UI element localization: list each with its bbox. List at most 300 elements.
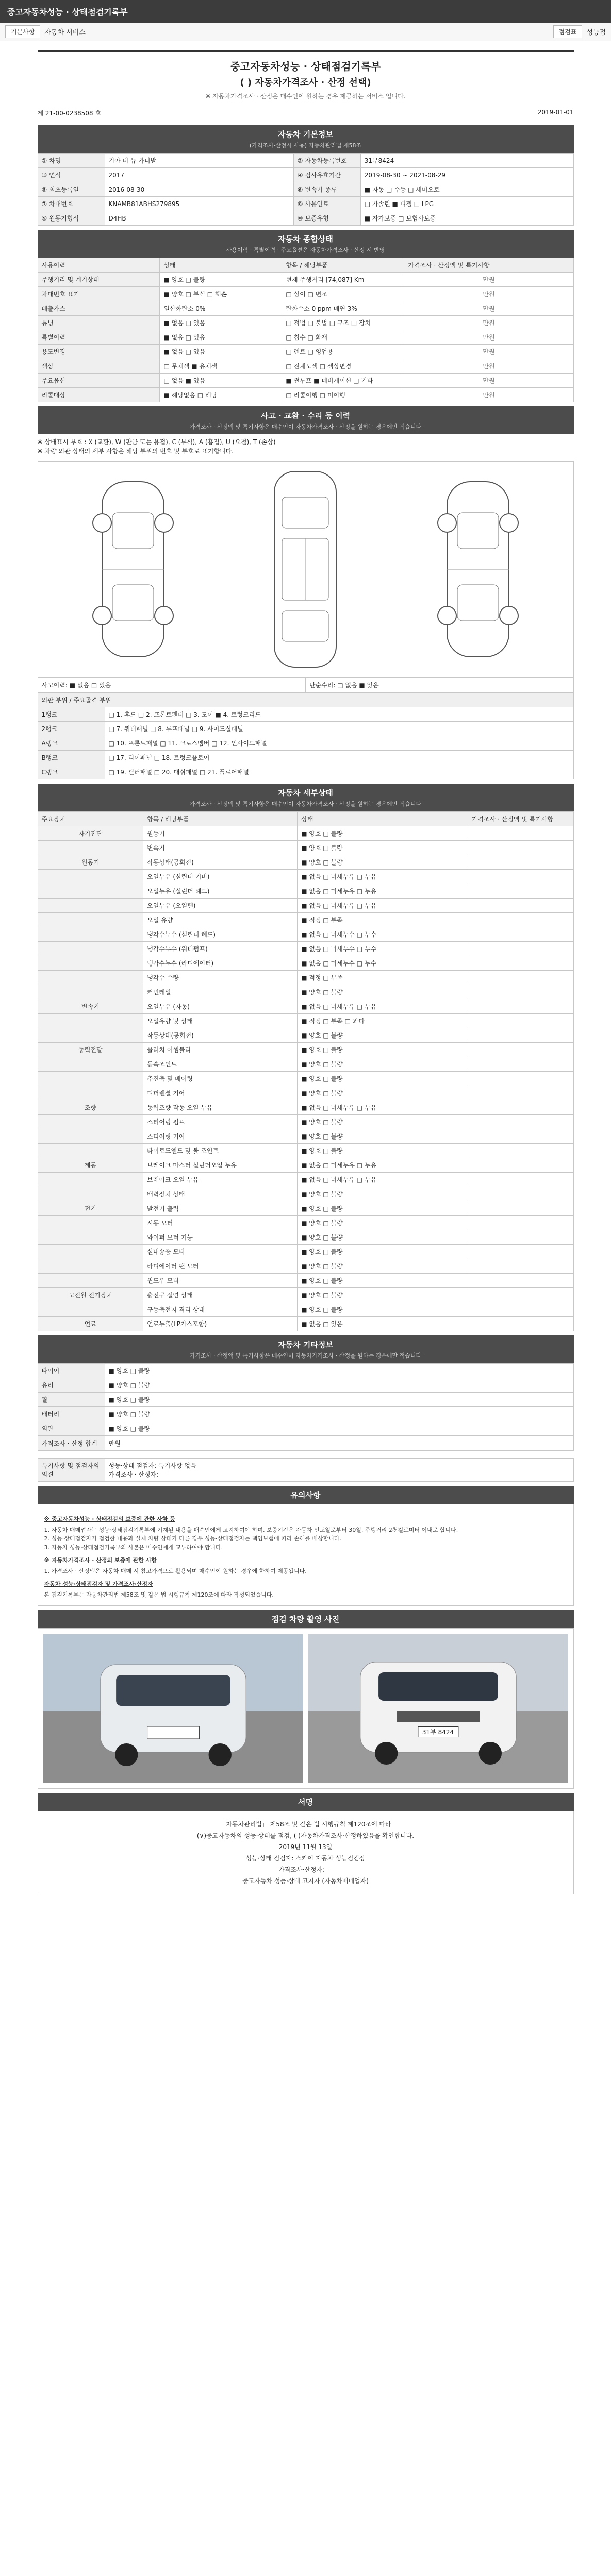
- price-sum-value: 만원: [105, 1436, 573, 1451]
- device-item: 타이로드엔드 및 볼 조인트: [143, 1144, 298, 1158]
- device-price: [468, 855, 573, 870]
- field-label: ⑥ 변속기 종류: [293, 182, 360, 197]
- table-row: [38, 154, 573, 168]
- table-row: [38, 1187, 573, 1201]
- table-row: [38, 1072, 573, 1086]
- device-item: 변속기: [143, 841, 298, 855]
- table-row: [38, 1364, 573, 1378]
- field-value: 2016-08-30: [105, 182, 293, 197]
- device-price: [468, 1274, 573, 1288]
- table-row: [38, 870, 573, 884]
- device-category: [38, 956, 143, 971]
- section-subtitle: 가격조사 · 산정액 및 특기사항은 매수인이 자동차가격조사 · 산정을 원하는 경우에만 적습니다: [189, 801, 422, 807]
- photo-row: [38, 1628, 574, 1789]
- device-state: ■ 적정 □ 부족: [298, 913, 468, 927]
- device-state: ■ 양호 □ 불량: [298, 1216, 468, 1230]
- device-price: [468, 1028, 573, 1043]
- device-item: 오일누유 (자동): [143, 999, 298, 1014]
- etc-state: ■ 양호 □ 불량: [105, 1407, 573, 1421]
- device-price: [468, 1129, 573, 1144]
- device-price: [468, 884, 573, 899]
- device-state: ■ 양호 □ 불량: [298, 1086, 468, 1100]
- device-category: 전기: [38, 1201, 143, 1216]
- device-category: [38, 971, 143, 985]
- device-price: [468, 927, 573, 942]
- device-category: [38, 913, 143, 927]
- section-accident-band: [38, 406, 574, 434]
- device-category: [38, 985, 143, 999]
- device-state: ■ 양호 □ 불량: [298, 1129, 468, 1144]
- row-price: 만원: [404, 301, 573, 316]
- table-row: [38, 1086, 573, 1100]
- device-price: [468, 1201, 573, 1216]
- section-subtitle: (가격조사·산정시 사용) 자동차관리법 제58조: [249, 142, 362, 149]
- device-item: 라디에이터 팬 모터: [143, 1259, 298, 1274]
- device-item: 냉각수누수 (라디에이터): [143, 956, 298, 971]
- row-detail: 현재 주행거리 [74,087] Km: [282, 273, 404, 287]
- device-state: ■ 없음 □ 미세누유 □ 누유: [298, 870, 468, 884]
- device-price: [468, 942, 573, 956]
- table-row: [38, 182, 573, 197]
- device-price: [468, 1259, 573, 1274]
- section-title: 점검 차량 촬영 사진: [271, 1615, 340, 1624]
- row-detail: □ 적법 □ 불법 □ 구조 □ 장치: [282, 316, 404, 330]
- device-category: [38, 899, 143, 913]
- document-title: 중고자동차성능 · 상태점검기록부: [230, 60, 381, 73]
- device-category: [38, 1057, 143, 1072]
- sign-date: 2019년 11월 13일: [278, 1843, 333, 1851]
- device-price: [468, 1302, 573, 1317]
- document-meta: [38, 106, 574, 121]
- rank-label: C랭크: [38, 765, 105, 779]
- device-state: ■ 양호 □ 불량: [298, 826, 468, 841]
- document-subtitle: ( ) 자동차가격조사 · 산정 선택): [240, 77, 371, 88]
- device-category: 동력전달: [38, 1043, 143, 1057]
- table-row: [38, 985, 573, 999]
- device-state: ■ 양호 □ 불량: [298, 1144, 468, 1158]
- rank-parts: □ 17. 리어패널 □ 18. 트렁크플로어: [105, 751, 573, 765]
- section-title: 자동차 기타정보: [278, 1340, 333, 1349]
- field-value: KNAMB81ABHS279895: [105, 197, 293, 211]
- opinion-line: 가격조사 · 산정자: —: [108, 1471, 167, 1478]
- field-value: D4HB: [105, 211, 293, 226]
- device-category: [38, 1072, 143, 1086]
- device-item: 오일 유량: [143, 913, 298, 927]
- device-state: ■ 양호 □ 불량: [298, 1028, 468, 1043]
- device-price: [468, 1014, 573, 1028]
- device-category: [38, 1129, 143, 1144]
- table-row: [38, 1100, 573, 1115]
- vehicle-photo-front: [308, 1634, 568, 1783]
- device-state: ■ 양호 □ 불량: [298, 1274, 468, 1288]
- field-label: ① 차명: [38, 154, 105, 168]
- device-state: ■ 없음 □ 미세누수 □ 누수: [298, 927, 468, 942]
- table-row: [38, 1057, 573, 1072]
- tab-checklist[interactable]: 점검표: [553, 25, 583, 38]
- device-category: [38, 1028, 143, 1043]
- device-item: 냉각수누수 (실린더 헤드): [143, 927, 298, 942]
- field-label: ④ 검사유효기간: [293, 168, 360, 182]
- device-category: 제동: [38, 1158, 143, 1173]
- notice-paragraph: 1. 가격조사 · 산정액은 자동차 매매 시 참고가격으로 활용되며 매수인이 원하는 경우에 한하여 제공됩니다.: [44, 1568, 307, 1574]
- sign-price-person: 가격조사·산정자: —: [278, 1866, 333, 1873]
- row-label: 특별이력: [38, 330, 160, 345]
- device-category: [38, 1014, 143, 1028]
- device-price: [468, 1072, 573, 1086]
- device-price: [468, 1173, 573, 1187]
- table-row: [38, 1173, 573, 1187]
- etc-table: [38, 1363, 574, 1436]
- row-price: 만원: [404, 388, 573, 402]
- device-item: 실내송풍 모터: [143, 1245, 298, 1259]
- column-header: 상태: [160, 258, 282, 273]
- table-row: [38, 1028, 573, 1043]
- device-category: 자기진단: [38, 826, 143, 841]
- tab-service-label: 자동차 서비스: [44, 29, 86, 37]
- device-price: [468, 1115, 573, 1129]
- field-value: ■ 자가보증 □ 보험사보증: [360, 211, 573, 226]
- table-row: [38, 707, 573, 722]
- column-header: 항목 / 해당부품: [282, 258, 404, 273]
- device-item: 냉각수누수 (워터펌프): [143, 942, 298, 956]
- row-state: ■ 없음 □ 있음: [160, 316, 282, 330]
- table-row: [38, 1274, 573, 1288]
- device-item: 동력조향 작동 오일 누유: [143, 1100, 298, 1115]
- field-label: ⑦ 차대번호: [38, 197, 105, 211]
- table-row: [38, 388, 573, 402]
- device-price: [468, 956, 573, 971]
- section-subtitle: 가격조사 · 산정액 및 특기사항은 매수인이 자동차가격조사 · 산정을 원하는 경우에만 적습니다: [189, 1352, 422, 1359]
- device-item: 등속조인트: [143, 1057, 298, 1072]
- field-label: ② 자동차등록번호: [293, 154, 360, 168]
- row-label: 리콜대상: [38, 388, 160, 402]
- price-sum-label: 가격조사 · 산정 합계: [38, 1436, 105, 1451]
- section-detail-band: [38, 784, 574, 811]
- device-price: [468, 913, 573, 927]
- device-category: 조향: [38, 1100, 143, 1115]
- etc-label: 배터리: [38, 1407, 105, 1421]
- table-row: [38, 168, 573, 182]
- device-category: [38, 1274, 143, 1288]
- rank-label: B랭크: [38, 751, 105, 765]
- notice-paragraph: 본 점검기록부는 자동차관리법 제58조 및 같은 법 시행규칙 제120조에 따라 작성되었습니다.: [44, 1591, 274, 1598]
- row-detail: □ 침수 □ 화재: [282, 330, 404, 345]
- device-price: [468, 1245, 573, 1259]
- table-row: [38, 899, 573, 913]
- device-price: [468, 826, 573, 841]
- frame-header: 외판 부위 / 주요골격 부위: [38, 693, 573, 707]
- device-category: 변속기: [38, 999, 143, 1014]
- device-category: [38, 1086, 143, 1100]
- notice-paragraph: 1. 자동차 매매업자는 성능·상태점검기록부에 기재된 내용을 매수인에게 고지하여야 하며, 보증기간은 자동차 인도일로부터 30일, 주행거리 2천킬로미터 이내로 합니다.: [44, 1527, 458, 1533]
- device-price: [468, 985, 573, 999]
- table-row: [38, 1115, 573, 1129]
- row-detail: ■ 썬루프 ■ 네비게이션 □ 기타: [282, 374, 404, 388]
- device-category: [38, 870, 143, 884]
- rank-label: 1랭크: [38, 707, 105, 722]
- row-price: 만원: [404, 273, 573, 287]
- row-price: 만원: [404, 345, 573, 359]
- rank-parts: □ 19. 필러패널 □ 20. 대쉬패널 □ 21. 플로어패널: [105, 765, 573, 779]
- car-side-diagram-right: [419, 477, 537, 662]
- row-state: ■ 없음 □ 있음: [160, 330, 282, 345]
- device-state: ■ 없음 □ 미세누유 □ 누유: [298, 884, 468, 899]
- device-price: [468, 1230, 573, 1245]
- table-row: [38, 826, 573, 841]
- device-price: [468, 1043, 573, 1057]
- row-label: 주요옵션: [38, 374, 160, 388]
- device-item: 커먼레일: [143, 985, 298, 999]
- device-price: [468, 899, 573, 913]
- row-label: 주행거리 및 계기상태: [38, 273, 160, 287]
- device-item: 연료누출(LP가스포함): [143, 1317, 298, 1331]
- device-state: ■ 양호 □ 불량: [298, 1245, 468, 1259]
- table-row: [38, 1144, 573, 1158]
- field-label: ⑩ 보증유형: [293, 211, 360, 226]
- device-state: ■ 없음 □ 있음: [298, 1317, 468, 1331]
- opinion-line: 성능·상태 점검자: 특기사항 없음: [108, 1462, 196, 1469]
- row-state: ■ 양호 □ 불량: [160, 273, 282, 287]
- row-detail: □ 전체도색 □ 색상변경: [282, 359, 404, 374]
- row-detail: □ 렌트 □ 영업용: [282, 345, 404, 359]
- device-category: [38, 841, 143, 855]
- row-detail: □ 상이 □ 변조: [282, 287, 404, 301]
- device-price: [468, 1216, 573, 1230]
- car-top-diagram: [254, 466, 357, 672]
- device-state: ■ 없음 □ 미세누유 □ 누유: [298, 999, 468, 1014]
- row-state: □ 무채색 ■ 유채색: [160, 359, 282, 374]
- device-item: 오일유량 및 상태: [143, 1014, 298, 1028]
- row-label: 차대번호 표기: [38, 287, 160, 301]
- etc-label: 타이어: [38, 1364, 105, 1378]
- simple-repair: 단순수리: □ 없음 ■ 있음: [306, 678, 574, 692]
- notice-heading: ※ 중고자동차성능 · 상태점검의 보증에 관한 사항 등: [44, 1516, 175, 1522]
- device-price: [468, 1100, 573, 1115]
- device-category: [38, 1173, 143, 1187]
- table-row: [38, 942, 573, 956]
- etc-state: ■ 양호 □ 불량: [105, 1378, 573, 1393]
- rank-parts: □ 1. 후드 □ 2. 프론트펜더 □ 3. 도어 ■ 4. 트렁크리드: [105, 707, 573, 722]
- top-bar: [0, 0, 611, 23]
- document: [38, 50, 574, 1915]
- table-row: [38, 722, 573, 736]
- etc-label: 휠: [38, 1393, 105, 1407]
- table-row: [38, 1201, 573, 1216]
- notice-paragraph: 2. 성능·상태점검자가 점검한 내용과 실제 차량 상태가 다른 경우 성능·상태점검자는 책임보험에 따라 손해를 배상합니다.: [44, 1535, 341, 1542]
- document-date: 2019-01-01: [537, 109, 574, 116]
- table-row: [38, 345, 573, 359]
- device-category: 연료: [38, 1317, 143, 1331]
- device-category: [38, 1187, 143, 1201]
- field-label: ⑨ 원동기형식: [38, 211, 105, 226]
- device-category: 고전원 전기장치: [38, 1288, 143, 1302]
- device-category: [38, 1245, 143, 1259]
- basic-info-table: [38, 153, 574, 226]
- device-category: [38, 1144, 143, 1158]
- device-item: 와이퍼 모터 기능: [143, 1230, 298, 1245]
- document-note: ※ 자동차가격조사 · 산정은 매수인이 원하는 경우 제공하는 서비스 입니다.: [205, 93, 406, 100]
- table-row: [38, 765, 573, 779]
- table-row: [38, 1288, 573, 1302]
- table-row: [38, 1378, 573, 1393]
- section-photo-band: [38, 1610, 574, 1628]
- section-basic-info-band: [38, 125, 574, 153]
- device-item: 오일누유 (실린더 커버): [143, 870, 298, 884]
- section-title: 자동차 종합상태: [278, 234, 333, 244]
- device-state: ■ 없음 □ 미세누수 □ 누수: [298, 942, 468, 956]
- row-detail: 탄화수소 0 ppm 매연 3%: [282, 301, 404, 316]
- device-state: ■ 양호 □ 불량: [298, 1201, 468, 1216]
- device-state: ■ 없음 □ 미세누유 □ 누유: [298, 1100, 468, 1115]
- table-row: [38, 197, 573, 211]
- field-value: 기아 더 뉴 카니발: [105, 154, 293, 168]
- row-label: 용도변경: [38, 345, 160, 359]
- etc-label: 외관: [38, 1421, 105, 1436]
- rank-parts: □ 7. 쿼터패널 □ 8. 루프패널 □ 9. 사이드실패널: [105, 722, 573, 736]
- etc-label: 유리: [38, 1378, 105, 1393]
- row-label: 색상: [38, 359, 160, 374]
- device-item: 냉각수 수량: [143, 971, 298, 985]
- car-diagram: [38, 461, 574, 677]
- row-price: 만원: [404, 359, 573, 374]
- rank-label: A랭크: [38, 736, 105, 751]
- device-state: ■ 양호 □ 불량: [298, 1187, 468, 1201]
- table-row: [38, 841, 573, 855]
- device-category: [38, 1216, 143, 1230]
- column-header: 가격조사 · 산정액 및 특기사항: [468, 812, 573, 826]
- device-price: [468, 1288, 573, 1302]
- device-state: ■ 적정 □ 부족: [298, 971, 468, 985]
- table-row: [38, 211, 573, 226]
- document-number: 제 21-00-0238508 호: [37, 110, 101, 117]
- table-row: [38, 1317, 573, 1331]
- car-side-diagram-left: [74, 477, 192, 662]
- section-title: 자동차 세부상태: [278, 788, 333, 798]
- table-row: [38, 855, 573, 870]
- device-state: ■ 양호 □ 불량: [298, 985, 468, 999]
- row-price: 만원: [404, 287, 573, 301]
- device-item: 스티어링 펌프: [143, 1115, 298, 1129]
- etc-state: ■ 양호 □ 불량: [105, 1393, 573, 1407]
- sign-notice-person: 중고자동차 성능·상태 고지자 (자동차매매업자): [242, 1877, 369, 1885]
- app-title: 중고자동차성능 · 상태점검기록부: [7, 7, 128, 17]
- table-row: [38, 1421, 573, 1436]
- section-overall-band: [38, 230, 574, 258]
- document-header: [38, 50, 574, 106]
- table-row: [38, 287, 573, 301]
- row-price: 만원: [404, 330, 573, 345]
- sign-inspector: 성능·상태 점검자: 스카이 자동차 성능점검장: [245, 1855, 366, 1862]
- field-value: 2017: [105, 168, 293, 182]
- device-category: [38, 1115, 143, 1129]
- section-subtitle: 사용이력 · 특별이력 · 주요옵션은 자동차가격조사 · 산정 시 반영: [226, 247, 385, 253]
- notice-heading: 자동차 성능·상태점검자 및 가격조사·산정자: [44, 1581, 153, 1587]
- table-row: [38, 316, 573, 330]
- table-row: [38, 1216, 573, 1230]
- device-item: 디퍼렌셜 기어: [143, 1086, 298, 1100]
- row-label: 배출가스: [38, 301, 160, 316]
- device-state: ■ 양호 □ 불량: [298, 1230, 468, 1245]
- field-label: ③ 연식: [38, 168, 105, 182]
- device-item: 스티어링 기어: [143, 1129, 298, 1144]
- notice-paragraph: 3. 자동차 성능·상태점검기록부의 사본은 매수인에게 교부하여야 합니다.: [44, 1544, 223, 1551]
- table-row: [38, 330, 573, 345]
- device-price: [468, 841, 573, 855]
- tab-performance[interactable]: 성능점: [586, 29, 606, 37]
- tab-basic[interactable]: 기본사항: [5, 25, 40, 38]
- row-state: ■ 없음 □ 있음: [160, 345, 282, 359]
- price-sum-table: [38, 1436, 574, 1451]
- table-row: [38, 913, 573, 927]
- sub-bar: [0, 23, 611, 41]
- table-row: [38, 751, 573, 765]
- table-row: [38, 956, 573, 971]
- device-item: 구동축전지 격리 상태: [143, 1302, 298, 1317]
- device-price: [468, 971, 573, 985]
- device-item: 오일누유 (실린더 헤드): [143, 884, 298, 899]
- section-title: 사고 · 교환 · 수리 등 이력: [260, 411, 351, 420]
- device-category: [38, 927, 143, 942]
- device-state: ■ 양호 □ 불량: [298, 1115, 468, 1129]
- vehicle-photo-rear: [43, 1634, 303, 1783]
- accident-legend: [38, 434, 574, 461]
- device-price: [468, 870, 573, 884]
- table-row: [38, 301, 573, 316]
- device-price: [468, 1086, 573, 1100]
- legend-line: ※ 상태표시 부호 : X (교환), W (판금 또는 용접), C (부식), A (흠집), U (요철), T (손상): [37, 438, 276, 446]
- device-price: [468, 1158, 573, 1173]
- table-row: [38, 1230, 573, 1245]
- table-row: [38, 1158, 573, 1173]
- notice-box: [38, 1504, 574, 1606]
- table-row: [38, 1302, 573, 1317]
- field-label: ⑤ 최초등록일: [38, 182, 105, 197]
- device-category: [38, 1302, 143, 1317]
- table-row: [38, 1393, 573, 1407]
- table-row: [38, 374, 573, 388]
- column-header: 항목 / 해당부품: [143, 812, 298, 826]
- section-title: 자동차 기본정보: [278, 130, 333, 139]
- table-row: [38, 971, 573, 985]
- accident-history: 사고이력: ■ 없음 □ 있음: [38, 678, 306, 692]
- device-state: ■ 양호 □ 불량: [298, 1043, 468, 1057]
- etc-state: ■ 양호 □ 불량: [105, 1364, 573, 1378]
- device-item: 브레이크 오일 누유: [143, 1173, 298, 1187]
- device-state: ■ 없음 □ 미세누수 □ 누수: [298, 956, 468, 971]
- device-item: 오일누유 (오일팬): [143, 899, 298, 913]
- table-row: [38, 927, 573, 942]
- device-category: 원동기: [38, 855, 143, 870]
- table-row: [38, 1129, 573, 1144]
- legend-line: ※ 차량 외관 상태의 세부 사항은 해당 부위의 번호 및 부호로 표기합니다.: [37, 448, 234, 455]
- device-item: 배력장치 상태: [143, 1187, 298, 1201]
- device-category: [38, 1259, 143, 1274]
- device-state: ■ 양호 □ 불량: [298, 1288, 468, 1302]
- row-label: 튜닝: [38, 316, 160, 330]
- table-row: [38, 1259, 573, 1274]
- device-item: 시동 모터: [143, 1216, 298, 1230]
- table-row: [38, 1043, 573, 1057]
- row-price: 만원: [404, 316, 573, 330]
- overall-state-table: [38, 258, 574, 402]
- device-item: 충전구 절연 상태: [143, 1288, 298, 1302]
- device-item: 윈도우 모터: [143, 1274, 298, 1288]
- row-state: ■ 해당없음 □ 해당: [160, 388, 282, 402]
- row-price: 만원: [404, 374, 573, 388]
- row-state: ■ 양호 □ 부식 □ 훼손: [160, 287, 282, 301]
- device-state: ■ 없음 □ 미세누유 □ 누유: [298, 1173, 468, 1187]
- sign-line: 「자동차관리법」 제58조 및 같은 법 시행규칙 제120조에 따라: [220, 1821, 391, 1828]
